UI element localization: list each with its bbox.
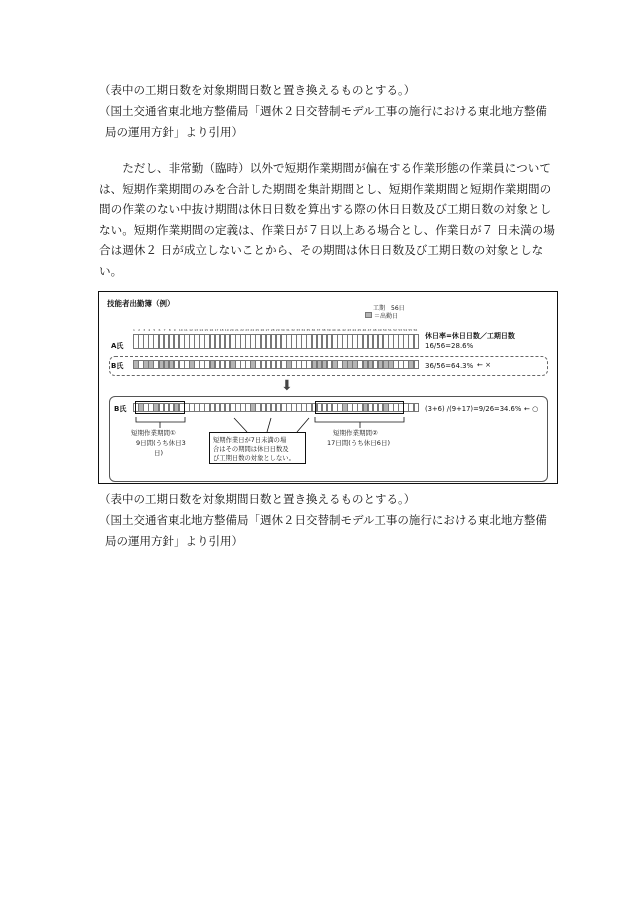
bottom-note-line-3: 局の運用方針」より引用） bbox=[105, 534, 243, 548]
day-number-19: 19 bbox=[224, 328, 229, 332]
body-paragraph bbox=[99, 158, 559, 281]
day-number-5: 5 bbox=[153, 328, 156, 332]
middle-note-line-2: 合はその期間は休日日数及 bbox=[213, 446, 289, 453]
bottom-note-line-2: （国土交通省東北地方整備局「週休２日交替制モデル工事の施行における東北地方整備 bbox=[99, 513, 547, 527]
day-number-51: 51 bbox=[388, 328, 392, 332]
legend-work-label: ＝出勤日 bbox=[374, 313, 399, 320]
day-number-29: 29 bbox=[275, 328, 280, 332]
day-number-35: 35 bbox=[306, 328, 311, 332]
day-number-55: 55 bbox=[408, 328, 413, 332]
day-number-56: 56 bbox=[413, 328, 418, 332]
top-note-line-1: （表中の工期日数を対象期間日数と置き換えるものとする。） bbox=[99, 83, 416, 97]
top-note-line-3: 局の運用方針」より引用） bbox=[105, 125, 243, 139]
row-b2-label: B氏 bbox=[114, 405, 127, 413]
day-number-17: 17 bbox=[214, 328, 219, 332]
down-arrow-icon: ⬇ bbox=[281, 378, 293, 394]
period-2-underline bbox=[315, 417, 404, 422]
row-a-result: 16/56=28.6% bbox=[425, 342, 474, 350]
day-number-7: 7 bbox=[163, 328, 166, 332]
day-number-12: 12 bbox=[189, 328, 193, 332]
body-paragraph-text: ただし、非常勤（臨時）以外で短期作業期間が偏在する作業形態の作業員については、短期作業期間のみを合計した期間を集計期間とし、短期作業期間と短期作業期間の間の作業のない中抜け期間は休日日数を算出する際の休日日数及び工期日数の対象としない。短期作業期間の定義は、作業日が７日以上ある場合とし、作業日が７ 日未満の場合は週休２ 日が成立しないことから、その期間は休日日数及び工期日数の対象としない。 bbox=[99, 161, 555, 278]
middle-note-line-3: び工期日数の対象としない。 bbox=[213, 455, 295, 462]
period-1-detail-1: 9日間(うち休日3 bbox=[136, 439, 186, 447]
row-b-label: B氏 bbox=[111, 362, 124, 370]
day-number-33: 33 bbox=[296, 328, 301, 332]
day-number-26: 26 bbox=[260, 328, 265, 332]
day-number-14: 14 bbox=[199, 328, 204, 332]
day-number-42: 42 bbox=[342, 328, 346, 332]
day-number-22: 22 bbox=[240, 328, 244, 332]
day-number-9: 9 bbox=[173, 328, 176, 332]
day-number-41: 41 bbox=[337, 328, 341, 332]
day-number-53: 53 bbox=[398, 328, 403, 332]
middle-pointer-right bbox=[297, 418, 309, 432]
day-number-43: 43 bbox=[347, 328, 352, 332]
day-number-48: 48 bbox=[372, 328, 377, 332]
day-number-24: 24 bbox=[250, 328, 255, 332]
day-number-34: 34 bbox=[301, 328, 306, 332]
day-number-37: 37 bbox=[316, 328, 321, 332]
row-b2-mark: ← ○ bbox=[524, 405, 539, 413]
middle-pointer-center bbox=[267, 418, 271, 432]
row-a-label: A氏 bbox=[111, 342, 124, 350]
figure-title: 技能者出勤簿（例） bbox=[107, 299, 175, 308]
day-number-21: 21 bbox=[235, 328, 239, 332]
day-number-36: 36 bbox=[311, 328, 316, 332]
day-number-47: 47 bbox=[367, 328, 372, 332]
top-note-line-2: （国土交通省東北地方整備局「週休２日交替制モデル工事の施行における東北地方整備 bbox=[99, 104, 547, 118]
row-b2-result: (3+6) /(9+17)=9/26=34.6% bbox=[425, 405, 522, 413]
formula-header: 休日率=休日日数／工期日数 bbox=[425, 332, 515, 340]
row-b-mark: ← × bbox=[477, 361, 491, 369]
day-number-16: 16 bbox=[209, 328, 214, 332]
attendance-figure bbox=[98, 291, 558, 484]
day-number-39: 39 bbox=[326, 328, 331, 332]
middle-note-line-1: 短期作業日が7日未満の場 bbox=[213, 437, 287, 444]
day-number-40: 40 bbox=[331, 328, 336, 332]
day-number-25: 25 bbox=[255, 328, 260, 332]
day-number-3: 3 bbox=[143, 328, 146, 332]
period-2-title: 短期作業期間② bbox=[333, 429, 378, 437]
period-1-detail-2: 日) bbox=[154, 449, 164, 457]
day-number-11: 11 bbox=[184, 328, 188, 332]
day-number-54: 54 bbox=[403, 328, 408, 332]
annotation-lines bbox=[99, 292, 559, 485]
day-number-44: 44 bbox=[352, 328, 357, 332]
day-number-18: 18 bbox=[219, 328, 224, 332]
day-number-32: 32 bbox=[291, 328, 295, 332]
period-1-underline bbox=[136, 417, 185, 422]
day-number-50: 50 bbox=[382, 328, 387, 332]
day-number-49: 49 bbox=[377, 328, 382, 332]
day-number-15: 15 bbox=[204, 328, 209, 332]
day-number-6: 6 bbox=[158, 328, 161, 332]
period-2-detail: 17日間(うち休日6日) bbox=[327, 439, 390, 447]
day-number-28: 28 bbox=[270, 328, 275, 332]
day-number-10: 10 bbox=[178, 328, 183, 332]
day-number-30: 30 bbox=[280, 328, 285, 332]
period-1-title: 短期作業期間① bbox=[131, 429, 176, 437]
legend-period: 工期 56日 bbox=[373, 305, 405, 312]
day-number-45: 45 bbox=[357, 328, 362, 332]
day-number-4: 4 bbox=[148, 328, 151, 332]
day-number-52: 52 bbox=[393, 328, 397, 332]
middle-note-box bbox=[209, 432, 306, 464]
day-number-46: 46 bbox=[362, 328, 367, 332]
middle-pointer-left bbox=[234, 418, 247, 432]
day-number-2: 2 bbox=[138, 328, 141, 332]
day-number-31: 31 bbox=[286, 328, 290, 332]
row-b-result: 36/56=64.3% bbox=[425, 362, 474, 370]
day-number-20: 20 bbox=[229, 328, 234, 332]
day-number-38: 38 bbox=[321, 328, 326, 332]
day-number-8: 8 bbox=[168, 328, 171, 332]
day-number-23: 23 bbox=[245, 328, 250, 332]
bottom-note-line-1: （表中の工期日数を対象期間日数と置き換えるものとする。） bbox=[99, 492, 416, 506]
day-number-1: 1 bbox=[133, 328, 135, 332]
day-number-27: 27 bbox=[265, 328, 270, 332]
day-number-13: 13 bbox=[194, 328, 199, 332]
